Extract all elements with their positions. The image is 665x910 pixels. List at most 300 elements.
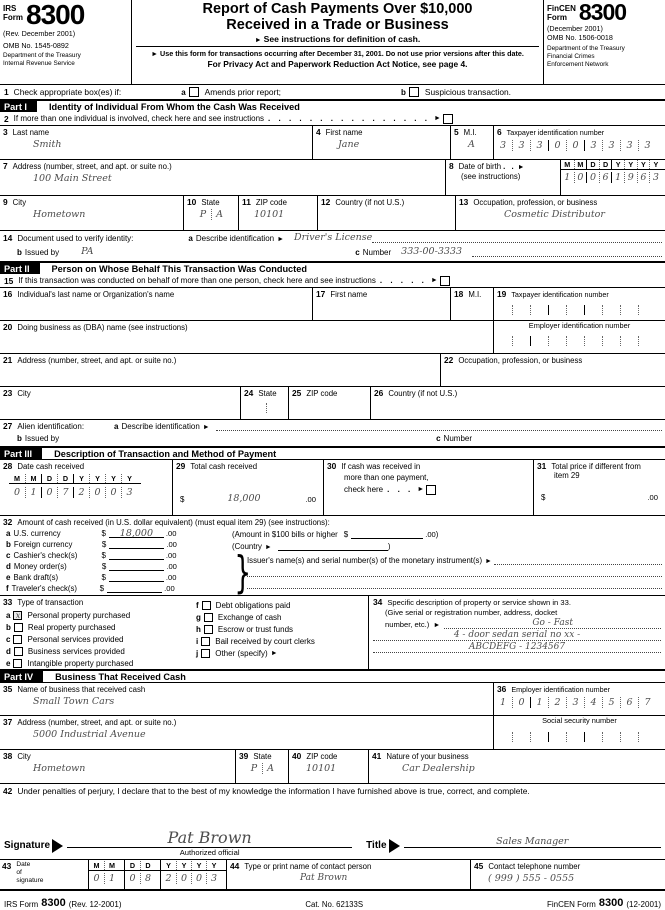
- last-name-value[interactable]: Smith: [33, 139, 62, 151]
- digit-cell: 3: [620, 140, 638, 151]
- item29-number: 29: [176, 461, 186, 471]
- date-of-signature-label: Date of signature: [16, 861, 44, 885]
- digit-cell: [548, 336, 566, 346]
- country-extra-value[interactable]: [278, 541, 388, 551]
- business-city-value[interactable]: Hometown: [33, 763, 86, 775]
- digit-cell: 0: [191, 873, 206, 884]
- cents-label: .00: [647, 492, 658, 502]
- cash-row-d[interactable]: [3, 560, 228, 571]
- type-of-transaction-label: Type of transaction: [17, 598, 84, 607]
- business-zip-value[interactable]: 10101: [306, 763, 337, 775]
- p2-address-cell[interactable]: [0, 354, 440, 386]
- total-cash-value[interactable]: 18,000: [227, 493, 261, 505]
- contact-person-cell[interactable]: [226, 860, 470, 889]
- arrow-icon: ►: [485, 558, 492, 566]
- business-state-digit-grid[interactable]: [246, 763, 285, 774]
- exchange-of-cash-checkbox[interactable]: [204, 613, 213, 622]
- mi-cell[interactable]: [450, 126, 493, 159]
- option-label: Exchange of cash: [217, 612, 282, 622]
- transaction-option-h[interactable]: [193, 623, 315, 635]
- foreign-currency-value[interactable]: [109, 539, 164, 549]
- cash-row-e[interactable]: [3, 571, 228, 582]
- perjury-declaration: Under penalties of perjury, I declare that to the best of my knowledge the information I have furnished above is true, correct, and complete.: [17, 786, 530, 796]
- footer-irs-number: 8300: [41, 897, 66, 909]
- cash-row-f[interactable]: [3, 582, 228, 593]
- row-20: [0, 320, 665, 353]
- suspicious-transaction-checkbox[interactable]: [409, 87, 419, 97]
- arrow-icon: ►: [417, 486, 425, 494]
- digit-cell: 0: [41, 487, 57, 498]
- date-cash-received-cell[interactable]: [0, 460, 172, 515]
- digit-cell: [566, 336, 584, 346]
- business-ein-cell[interactable]: [493, 683, 665, 715]
- digit-cell: 2: [165, 873, 172, 884]
- personal-services-checkbox[interactable]: [13, 635, 22, 644]
- digit-cell: [584, 732, 602, 742]
- intangible-property-checkbox[interactable]: [13, 659, 22, 668]
- cents-label: .00: [165, 573, 177, 583]
- dot-leader: . .: [503, 162, 516, 171]
- item15-number: 15: [4, 275, 14, 286]
- digit-cell: 3: [512, 140, 530, 151]
- p2-first-name-cell[interactable]: [312, 288, 450, 320]
- p2-city-cell[interactable]: [0, 387, 240, 419]
- item6-number: 6: [497, 127, 502, 137]
- business-services-checkbox[interactable]: [14, 647, 23, 656]
- irs-header-block: [0, 0, 132, 84]
- country-cell[interactable]: [317, 196, 455, 230]
- dob-digit-row[interactable]: [561, 172, 665, 183]
- item45-number: 45: [474, 861, 484, 871]
- digit-cell: 0: [586, 172, 599, 183]
- item19-number: 19: [497, 289, 507, 299]
- occupation-cell[interactable]: [455, 196, 665, 230]
- see-instructions-note: ► See instructions for definition of cash.: [254, 34, 421, 45]
- dot-leader: . . . . .: [379, 276, 427, 285]
- behalf-multiple-persons-checkbox[interactable]: [440, 276, 450, 286]
- item21-number: 21: [3, 355, 13, 365]
- item30-label2: more than one payment,: [344, 473, 429, 483]
- first-name-cell[interactable]: [312, 126, 450, 159]
- arrow-icon: ►: [277, 236, 285, 243]
- business-ein-digit-grid[interactable]: [494, 697, 665, 708]
- item11-number: 11: [242, 197, 251, 207]
- item23-number: 23: [3, 388, 13, 398]
- item32-label: Amount of cash received (in U.S. dollar equivalent) (must equal item 29) (see instructions):: [17, 518, 330, 527]
- digit-cell: 6: [637, 172, 650, 183]
- contact-phone-value[interactable]: ( 999 ) 555 - 0555: [488, 873, 575, 885]
- option-letter: j: [196, 648, 199, 658]
- p2-ein-cell[interactable]: [493, 321, 665, 353]
- p2-country-cell[interactable]: [370, 387, 665, 419]
- transaction-option-b[interactable]: [3, 621, 193, 633]
- date-letter: Y: [649, 160, 662, 169]
- transaction-option-f[interactable]: [193, 599, 315, 611]
- signature-block: [0, 817, 665, 859]
- p2-state-cell[interactable]: [240, 387, 288, 419]
- digit-cell: 1: [499, 696, 507, 708]
- signature-word: Signature: [4, 840, 51, 851]
- item13-number: 13: [459, 197, 469, 207]
- contact-person-value[interactable]: Pat Brown: [300, 873, 348, 884]
- item33-number: 33: [3, 597, 13, 607]
- business-address-cell[interactable]: [0, 716, 493, 749]
- ssn-cell[interactable]: [493, 716, 665, 749]
- cash-row-a[interactable]: [3, 527, 228, 538]
- amends-prior-report-checkbox[interactable]: [189, 87, 199, 97]
- arrow-icon: ►: [433, 115, 441, 122]
- first-name-value[interactable]: Jane: [338, 139, 360, 151]
- digit-cell: [638, 336, 656, 346]
- id-number-value[interactable]: 333-00-3333: [401, 246, 462, 257]
- digit-cell: 2: [548, 697, 566, 708]
- city-label: City: [12, 198, 27, 207]
- item12-number: 12: [321, 197, 331, 207]
- nature-of-business-label: Nature of your business: [386, 752, 469, 761]
- digit-cell: 2: [73, 487, 89, 498]
- digit-cell: 3: [649, 172, 662, 183]
- mi-value[interactable]: A: [468, 139, 475, 151]
- row-label: U.S. currency: [13, 529, 61, 539]
- footer-fincen-suffix: (12-2001): [626, 900, 662, 909]
- item27-number: 27: [3, 421, 13, 431]
- footer-irs-prefix: IRS Form: [4, 900, 39, 909]
- option-label: Intangible property purchased: [27, 658, 134, 668]
- cents-label: .00: [305, 495, 316, 505]
- item32-number: 32: [3, 517, 13, 527]
- row-letter: c: [6, 551, 11, 561]
- date-letter: Y: [105, 474, 121, 483]
- country-row[interactable]: [232, 539, 662, 551]
- digit-cell: [494, 732, 512, 742]
- dollar-sign: $: [343, 530, 349, 540]
- first-name-label: First name: [325, 128, 363, 137]
- option-label: Business services provided: [27, 646, 125, 656]
- bail-checkbox[interactable]: [201, 637, 210, 646]
- hundred-bills-value[interactable]: [351, 529, 423, 539]
- last-name-cell[interactable]: [0, 126, 312, 159]
- item43-number: 43: [2, 861, 12, 871]
- cash-amount-right: [228, 527, 662, 599]
- item35-number: 35: [3, 684, 13, 694]
- verify-identity-label: Document used to verify identity:: [17, 234, 134, 243]
- total-cash-received-cell[interactable]: [172, 460, 323, 515]
- digit-cell: 3: [499, 139, 507, 151]
- arrow-icon: ►: [270, 649, 278, 657]
- option-letter: d: [6, 646, 11, 656]
- dot-leader: . . . . . . . . . . . . . . . .: [268, 114, 430, 123]
- row-letter: b: [6, 540, 11, 550]
- date-letter: Y: [637, 160, 650, 169]
- transaction-option-g[interactable]: [193, 611, 315, 623]
- signature-field[interactable]: [67, 828, 352, 857]
- item30-number: 30: [327, 461, 337, 471]
- city-cell[interactable]: [0, 196, 183, 230]
- date-letter: Y: [166, 861, 171, 870]
- fincen-department: Department of the Treasury Financial Crimes Enforcement Network: [547, 44, 625, 68]
- digit-cell: [494, 336, 512, 346]
- option-letter: f: [196, 600, 199, 610]
- digit-cell: [512, 336, 530, 346]
- title-field[interactable]: [404, 836, 661, 857]
- digit-cell: 0: [176, 873, 191, 884]
- issued-by-value[interactable]: PA: [81, 246, 94, 257]
- travelers-check-value[interactable]: [107, 583, 162, 593]
- item15-row: [0, 274, 665, 287]
- business-address-value[interactable]: 5000 Industrial Avenue: [33, 729, 146, 741]
- multiple-payments-checkbox[interactable]: [426, 485, 436, 495]
- item26-number: 26: [374, 388, 384, 398]
- option-letter: c: [6, 634, 11, 644]
- issuer-label: Issuer's name(s) and serial number(s) of the monetary instrument(s): [247, 556, 483, 566]
- item2-label: If more than one individual is involved, check here and see instructions: [13, 114, 265, 123]
- row-21-22: [0, 353, 665, 386]
- date-letter: D: [140, 861, 155, 870]
- item34-label1: Specific description of property or service shown in 33.: [387, 598, 571, 607]
- p2-describe-id-label: Describe identification: [121, 422, 200, 431]
- digit-cell: [602, 732, 620, 742]
- p2-tin-digit-grid[interactable]: [494, 305, 665, 315]
- p2-country-label: Country (if not U.S.): [388, 389, 458, 398]
- contact-person-label: Type or print name of contact person: [244, 862, 372, 871]
- dba-cell[interactable]: [0, 321, 493, 353]
- date-letter: D: [599, 160, 612, 169]
- item1a-label: Amends prior report;: [204, 87, 281, 97]
- footer-fincen-number: 8300: [598, 897, 624, 909]
- date-letter: D: [57, 474, 73, 483]
- date-letter: D: [586, 160, 599, 169]
- p2-state-digit-grid[interactable]: [250, 403, 285, 413]
- state-digit-grid[interactable]: [195, 209, 235, 220]
- i28-digit-row[interactable]: [9, 487, 141, 498]
- part3-bar: [0, 446, 665, 459]
- p2-occupation-label: Occupation, profession, or business: [458, 356, 583, 365]
- dollar-sign: $: [101, 551, 106, 561]
- item31-number: 31: [537, 461, 547, 471]
- address-value[interactable]: 100 Main Street: [33, 173, 112, 185]
- item1-label: Check appropriate box(es) if:: [13, 87, 122, 97]
- p2-occupation-cell[interactable]: [440, 354, 665, 386]
- state-cell[interactable]: [183, 196, 238, 230]
- real-property-checkbox[interactable]: [14, 623, 23, 632]
- p2-state-label: State: [258, 389, 277, 398]
- digit-cell: 0: [129, 873, 136, 884]
- p2-last-name-cell[interactable]: [0, 288, 312, 320]
- p2-address-label: Address (number, street, and apt. or suite no.): [17, 356, 177, 365]
- item41-number: 41: [372, 751, 382, 761]
- cents-label: .00: [165, 529, 177, 539]
- business-zip-label: ZIP code: [306, 752, 338, 761]
- p2-tin-cell[interactable]: [493, 288, 665, 320]
- part3-title: Description of Transaction and Method of Payment: [54, 449, 277, 459]
- digit-cell: 1: [25, 487, 41, 498]
- city-value[interactable]: Hometown: [33, 209, 86, 221]
- date-letter: D: [129, 861, 136, 870]
- item14c-letter: c: [355, 248, 360, 257]
- arrow-icon: ►: [433, 621, 441, 629]
- item22-number: 22: [444, 355, 454, 365]
- digit-cell: 3: [584, 140, 602, 151]
- row-28-31: [0, 459, 665, 515]
- dotted-line: [247, 579, 662, 589]
- description-line2[interactable]: 4 - door sedan serial no xx -: [373, 630, 661, 641]
- business-name-label: Name of business that received cash: [17, 685, 146, 694]
- sig-date-mm-cell[interactable]: [88, 860, 124, 889]
- option-label: Debt obligations paid: [215, 600, 291, 610]
- tin-digit-grid[interactable]: [494, 140, 665, 151]
- nature-of-business-cell[interactable]: [368, 750, 665, 783]
- part1-chip: Part I: [0, 101, 37, 112]
- row-14: [0, 230, 665, 261]
- dollar-sign: $: [101, 540, 107, 550]
- p2-mi-cell[interactable]: [450, 288, 493, 320]
- item16-number: 16: [3, 289, 13, 299]
- item5-number: 5: [454, 127, 459, 137]
- cashiers-check-value[interactable]: [109, 550, 164, 560]
- digit-cell: 6: [620, 697, 638, 708]
- business-state-cell[interactable]: [235, 750, 288, 783]
- transaction-option-i[interactable]: [193, 635, 315, 647]
- item39-number: 39: [239, 751, 249, 761]
- total-cash-received-label: Total cash received: [190, 462, 258, 471]
- item34-number: 34: [373, 597, 383, 607]
- country-label: Country (if not U.S.): [335, 198, 405, 207]
- multiple-payments-cell: [323, 460, 533, 515]
- digit-cell: 3: [206, 873, 221, 884]
- business-city-cell[interactable]: [0, 750, 235, 783]
- item25-number: 25: [292, 388, 302, 398]
- hundred-bills-label: (Amount in $100 bills or higher: [232, 530, 338, 540]
- transaction-option-e[interactable]: [3, 657, 193, 669]
- item20-number: 20: [3, 322, 13, 332]
- other-checkbox[interactable]: [201, 649, 210, 658]
- description-line3[interactable]: ABCDEFG - 1234567: [373, 642, 661, 653]
- digit-cell: [530, 305, 548, 315]
- cents-label: .00: [164, 584, 175, 594]
- bank-draft-value[interactable]: [109, 572, 164, 582]
- business-state-label: State: [253, 752, 272, 761]
- description-line1[interactable]: Go - Fast: [444, 618, 661, 629]
- fincen-form-number: 8300: [578, 0, 627, 25]
- multiple-individuals-checkbox[interactable]: [443, 114, 453, 124]
- business-name-cell[interactable]: [0, 683, 493, 715]
- digit-cell: 0: [574, 172, 587, 183]
- date-letter: M: [564, 160, 571, 169]
- arrow-icon: ►: [264, 544, 272, 552]
- arrow-icon: ►: [202, 424, 210, 431]
- nature-of-business-value[interactable]: Car Dealership: [402, 763, 475, 775]
- title-value[interactable]: Sales Manager: [404, 836, 661, 848]
- describe-identification-value[interactable]: Driver's License: [294, 232, 373, 243]
- digit-cell: [584, 336, 602, 346]
- digit-cell: [638, 305, 656, 315]
- digit-cell: [584, 305, 602, 315]
- row-33-34: [0, 595, 665, 669]
- item27a-letter: a: [114, 422, 119, 431]
- transaction-option-j[interactable]: [193, 647, 315, 659]
- cash-row-c[interactable]: [3, 549, 228, 560]
- occupation-value[interactable]: Cosmetic Distributor: [504, 209, 605, 221]
- signature-value[interactable]: Pat Brown: [67, 828, 352, 848]
- part1-bar: [0, 99, 665, 112]
- close-paren: ): [435, 530, 439, 540]
- option-letter: a: [6, 610, 11, 620]
- digit-cell: 3: [566, 697, 584, 708]
- business-name-value[interactable]: Small Town Cars: [33, 696, 115, 708]
- business-zip-cell[interactable]: [288, 750, 368, 783]
- state-label: State: [201, 198, 220, 207]
- item9-number: 9: [3, 197, 8, 207]
- contact-phone-cell[interactable]: [470, 860, 665, 889]
- p2-ein-digit-grid[interactable]: [494, 336, 665, 346]
- digit-cell: 5: [602, 697, 620, 708]
- row-32: [0, 515, 665, 599]
- address-cell[interactable]: [0, 160, 445, 195]
- item42-number: 42: [3, 786, 13, 796]
- transaction-option-d[interactable]: [3, 645, 193, 657]
- item2-number: 2: [4, 113, 9, 124]
- zip-cell[interactable]: [238, 196, 317, 230]
- transaction-option-a[interactable]: [3, 609, 193, 621]
- digit-cell: 0: [93, 873, 100, 884]
- last-name-label: Last name: [12, 128, 50, 137]
- tin-cell[interactable]: [493, 126, 665, 159]
- digit-cell: [250, 403, 266, 413]
- issued-by-label: Issued by: [24, 248, 60, 257]
- date-letter: Y: [73, 474, 89, 483]
- zip-value[interactable]: 10101: [254, 209, 285, 221]
- digit-cell: A: [262, 763, 278, 774]
- debt-obligations-checkbox[interactable]: [202, 601, 211, 610]
- cash-row-b[interactable]: [3, 538, 228, 549]
- dob-grid-cell[interactable]: [560, 160, 665, 195]
- total-price-cell[interactable]: [533, 460, 665, 515]
- date-letter: M: [14, 474, 20, 484]
- digit-cell: [512, 305, 530, 315]
- part3-chip: Part III: [0, 448, 42, 459]
- transaction-option-c[interactable]: [3, 633, 193, 645]
- money-order-value[interactable]: [109, 561, 164, 571]
- us-currency-value[interactable]: 18,000: [109, 528, 164, 538]
- personal-property-checkbox[interactable]: x: [13, 611, 22, 620]
- p2-zip-cell[interactable]: [288, 387, 370, 419]
- signature-caption: Authorized official: [179, 848, 240, 857]
- dotted-line: [372, 233, 662, 243]
- item14a-letter: a: [188, 234, 193, 243]
- item1b-label: Suspicious transaction.: [424, 87, 512, 97]
- digit-cell: 8: [140, 873, 155, 884]
- escrow-trust-checkbox[interactable]: [204, 625, 213, 634]
- dotted-line: [216, 421, 662, 431]
- type-of-transaction-cell: [0, 596, 368, 669]
- dollar-sign: $: [101, 529, 106, 539]
- date-letter: Y: [206, 861, 221, 870]
- fincen-header-block: [543, 0, 665, 84]
- item36-number: 36: [497, 684, 507, 694]
- hundred-bills-row[interactable]: [232, 527, 662, 539]
- date-letter: M: [25, 474, 41, 483]
- p2-issued-by-label: Issued by: [24, 434, 60, 443]
- sig-date-yyyy-cell[interactable]: [160, 860, 226, 889]
- specific-description-cell[interactable]: [368, 596, 665, 669]
- option-label: Escrow or trust funds: [217, 624, 294, 634]
- ssn-digit-grid[interactable]: [494, 732, 665, 742]
- row-label: Bank draft(s): [13, 573, 59, 583]
- digit-cell: 0: [13, 487, 21, 499]
- sig-date-dd-cell[interactable]: [124, 860, 160, 889]
- footer-fincen-prefix: FinCEN Form: [546, 900, 596, 909]
- title-word: Title: [366, 840, 387, 851]
